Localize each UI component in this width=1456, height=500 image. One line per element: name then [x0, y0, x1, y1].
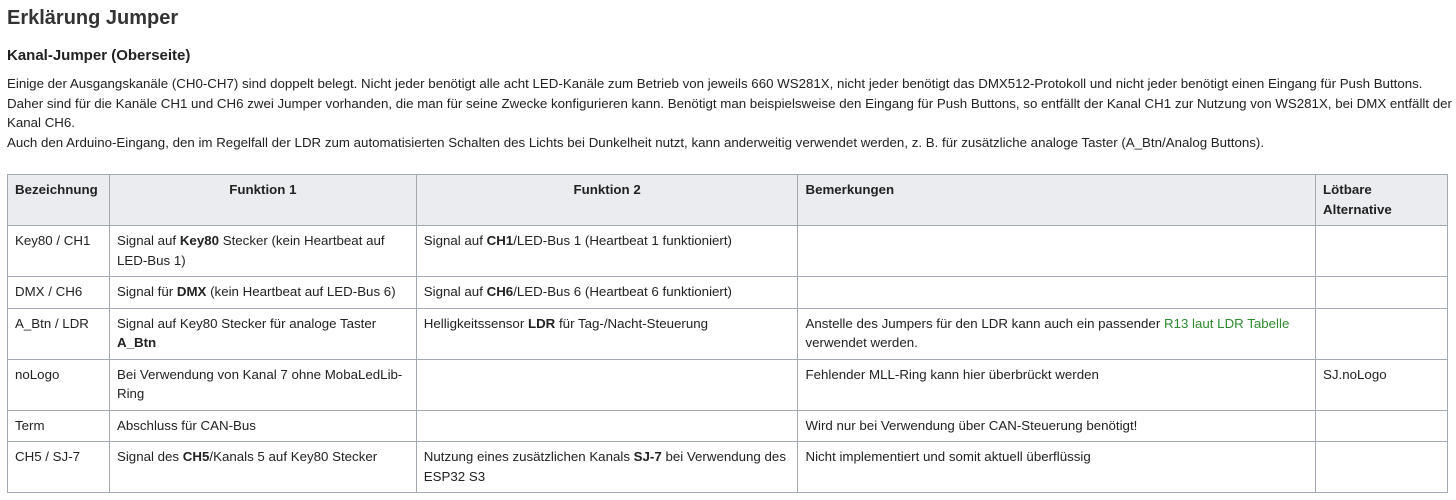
cell-funktion-2: [416, 308, 798, 359]
cell-bold-text: DMX: [176, 284, 207, 299]
cell-text: /Kanals 5 auf Key80 Stecker: [209, 449, 378, 464]
header-loetbare-alternative: Lötbare Alternative: [1316, 175, 1448, 226]
cell-bold-text: CH5: [182, 449, 210, 464]
cell-funktion-2: [416, 410, 798, 442]
table-row: [8, 308, 1448, 359]
content: [0, 0, 1456, 152]
cell-text: Bei Verwendung von Kanal 7 ohne MobaLedLib-Ring: [116, 366, 403, 401]
cell-text: für Tag-/Nacht-Steuerung: [555, 315, 709, 331]
header-funktion-2: Funktion 2: [416, 175, 798, 226]
header-bezeichnung: Bezeichnung: [8, 175, 110, 226]
cell-text: Stecker (kein Heartbeat auf LED-Bus 1): [116, 233, 385, 268]
cell-bold-text: SJ-7: [633, 449, 662, 464]
cell-bezeichnung: Key80 / CH1: [8, 226, 110, 277]
header-funktion-1: Funktion 1: [109, 175, 416, 226]
table-row: [8, 277, 1448, 309]
cell-bemerkungen: Wird nur bei Verwendung über CAN-Steuerung benötigt!: [798, 410, 1316, 442]
cell-bold-text: CH1: [486, 233, 514, 248]
cell-funktion-2: [416, 359, 798, 410]
cell-text: Nutzung eines zusätzlichen Kanals: [423, 449, 634, 464]
cell-bezeichnung: DMX / CH6: [8, 277, 110, 309]
cell-alternative: [1316, 226, 1448, 277]
ldr-table-link[interactable]: R13 laut LDR Tabelle: [1163, 315, 1290, 331]
table-row: [8, 226, 1448, 277]
cell-funktion-1: [109, 226, 416, 277]
cell-funktion-2: [416, 442, 798, 493]
cell-text: Signal auf: [423, 284, 487, 299]
cell-text: Anstelle des Jumpers für den LDR kann auch ein passender: [805, 315, 1164, 331]
cell-text: Abschluss für CAN-Bus: [116, 417, 256, 433]
cell-funktion-1: [109, 442, 416, 493]
cell-alternative: [1316, 277, 1448, 309]
cell-bold-text: Key80: [179, 233, 220, 248]
cell-text: /LED-Bus 6 (Heartbeat 6 funktioniert): [513, 284, 732, 299]
cell-bemerkungen: [798, 226, 1316, 277]
cell-funktion-1: [109, 359, 416, 410]
page-title: Erklärung Jumper: [7, 7, 179, 29]
cell-text: bei Verwendung des ESP32 S3: [423, 449, 786, 484]
cell-bezeichnung: noLogo: [8, 359, 110, 410]
cell-bold-text: LDR: [527, 315, 556, 331]
cell-bezeichnung: CH5 / SJ-7: [8, 442, 110, 493]
cell-text: (kein Heartbeat auf LED-Bus 6): [206, 284, 396, 299]
cell-bemerkungen: [798, 308, 1316, 359]
cell-bemerkungen: [798, 277, 1316, 309]
cell-text: Helligkeitssensor: [423, 315, 528, 331]
cell-bold-text: A_Btn: [116, 335, 157, 350]
cell-text: Signal für: [116, 284, 177, 299]
header-bemerkungen: Bemerkungen: [798, 175, 1316, 226]
cell-funktion-1: [109, 410, 416, 442]
cell-bemerkungen: Nicht implementiert und somit aktuell überflüssig: [798, 442, 1316, 493]
cell-funktion-2: [416, 226, 798, 277]
cell-bezeichnung: Term: [8, 410, 110, 442]
table-row: [8, 359, 1448, 410]
cell-alternative: SJ.noLogo: [1316, 359, 1448, 410]
cell-funktion-1: [109, 277, 416, 309]
cell-text: /LED-Bus 1 (Heartbeat 1 funktioniert): [513, 233, 732, 248]
cell-alternative: [1316, 410, 1448, 442]
section-heading: Kanal-Jumper (Oberseite): [7, 47, 191, 64]
intro-text: [7, 74, 1452, 152]
cell-text: Signal auf: [116, 233, 180, 248]
cell-text: Signal auf: [423, 233, 487, 248]
cell-alternative: [1316, 308, 1448, 359]
cell-bezeichnung: A_Btn / LDR: [8, 308, 110, 359]
jumper-table: [7, 174, 1448, 493]
cell-funktion-1: [109, 308, 416, 359]
cell-bold-text: CH6: [486, 284, 514, 299]
cell-bemerkungen: Fehlender MLL-Ring kann hier überbrückt werden: [798, 359, 1316, 410]
cell-alternative: [1316, 442, 1448, 493]
intro-paragraph: Auch den Arduino-Eingang, den im Regelfall der LDR zum automatisierten Schalten des Lichts bei Dunkelheit nutzt, kann anderweitig verwendet werden, z. B. für zusätzliche analoge Taster (A_Btn/Analog Buttons).: [7, 134, 1265, 150]
table-header-row: [8, 175, 1448, 226]
cell-text: Signal auf Key80 Stecker für analoge Taster: [116, 315, 377, 331]
cell-text: Signal des: [116, 449, 183, 464]
table-row: [8, 410, 1448, 442]
cell-funktion-2: [416, 277, 798, 309]
intro-paragraph: Einige der Ausgangskanäle (CH0-CH7) sind doppelt belegt. Nicht jeder benötigt alle acht LED-Kanäle zum Betrieb von jeweils 660 WS281X, nicht jeder benötigt das DMX512-Protokoll und nicht jeder benötigt einen Eingang für Push Buttons. Daher sind für die Kanäle CH1 und CH6 zwei Jumper vorhanden, die man für seine Zwecke konfigurieren kann. Benötigt man beispielsweise den Eingang für Push Buttons, so entfällt der Kanal CH1 zur Nutzung von WS281X, bei DMX entfällt der Kanal CH6.: [7, 76, 1452, 130]
cell-text: verwendet werden.: [805, 335, 918, 350]
table-row: [8, 442, 1448, 493]
